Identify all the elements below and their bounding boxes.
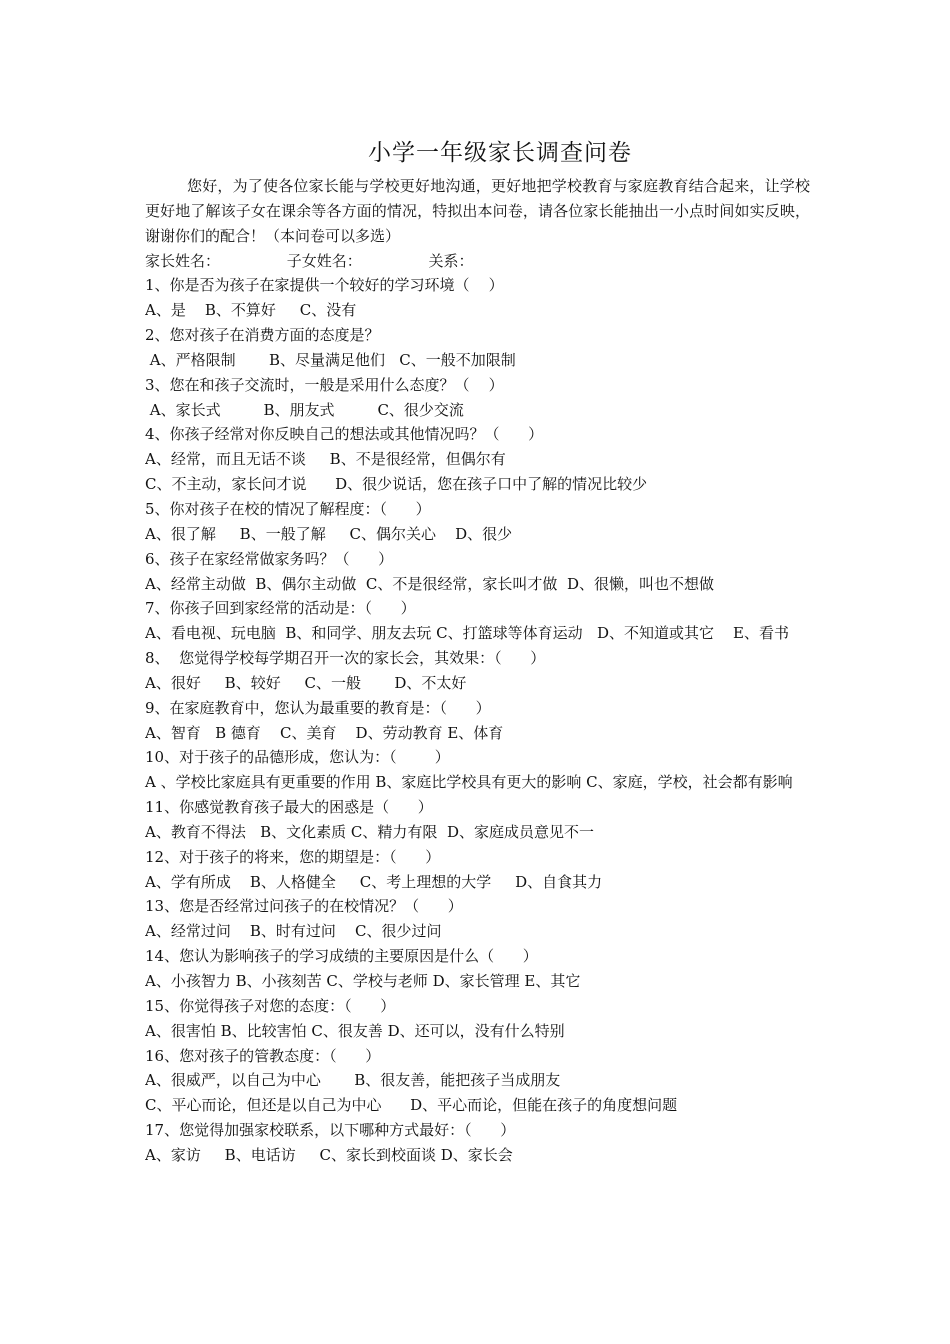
- option-line: A、很威严，以自己为中心 B、很友善，能把孩子当成朋友: [145, 1071, 561, 1090]
- questionnaire-body: [145, 174, 810, 1168]
- option-line: A、是 B、不算好 C、没有: [145, 301, 357, 320]
- option-line: C、不主动，家长问才说 D、很少说话，您在孩子口中了解的情况比较少: [145, 475, 648, 494]
- option-line: A、看电视、玩电脑 B、和同学、朋友去玩 C、打篮球等体育运动 D、不知道或其它 E、看书: [145, 624, 789, 643]
- option-line: A、很好 B、较好 C、一般 D、不太好: [145, 673, 467, 692]
- question-line: 12、对于孩子的将来，您的期望是：（ ）: [145, 847, 441, 866]
- option-line: A、经常，而且无话不谈 B、不是很经常，但偶尔有: [145, 450, 506, 469]
- question-line: 6、孩子在家经常做家务吗？（ ）: [145, 549, 394, 568]
- question-line: 3、您在和孩子交流时，一般是采用什么态度？（ ）: [145, 375, 504, 394]
- option-line: A、经常主动做 B、偶尔主动做 C、不是很经常，家长叫才做 D、很懒，叫也不想做: [145, 574, 714, 593]
- info-line: 家长姓名： 子女姓名： 关系：: [145, 251, 474, 270]
- option-line: A、很了解 B、一般了解 C、偶尔关心 D、很少: [145, 524, 513, 543]
- question-line: 10、对于孩子的品德形成，您认为：（ ）: [145, 748, 450, 767]
- option-line: A、经常过问 B、时有过问 C、很少过问: [145, 922, 442, 941]
- option-line: A、很害怕 B、比较害怕 C、很友善 D、还可以，没有什么特别: [145, 1021, 565, 1040]
- option-line: C、平心而论，但还是以自己为中心 D、平心而论，但能在孩子的角度想问题: [145, 1096, 678, 1115]
- question-line: 17、您觉得加强家校联系，以下哪种方式最好：（ ）: [145, 1121, 516, 1140]
- question-line: 9、在家庭教育中，您认为最重要的教育是：（ ）: [145, 698, 491, 717]
- option-line: A、家长式 B、朋友式 C、很少交流: [145, 400, 464, 419]
- question-line: 8、 您觉得学校每学期召开一次的家长会，其效果：（ ）: [145, 649, 546, 668]
- question-line: 16、您对孩子的管教态度：（ ）: [145, 1046, 381, 1065]
- page-title: 小学一年级家长调查问卷: [368, 140, 632, 166]
- question-line: 5、你对孩子在校的情况了解程度：（ ）: [145, 499, 431, 518]
- question-line: 15、你觉得孩子对您的态度：（ ）: [145, 996, 396, 1015]
- question-line: 14、您认为影响孩子的学习成绩的主要原因是什么（ ）: [145, 947, 538, 966]
- option-line: A、学有所成 B、人格健全 C、考上理想的大学 D、自食其力: [145, 872, 603, 891]
- question-line: 11、你感觉教育孩子最大的困惑是（ ）: [145, 798, 433, 817]
- question-line: 2、您对孩子在消费方面的态度是？: [145, 326, 380, 345]
- option-line: A、家访 B、电话访 C、家长到校面谈 D、家长会: [145, 1145, 513, 1164]
- option-line: A、教育不得法 B、文化素质 C、精力有限 D、家庭成员意见不一: [145, 822, 594, 841]
- question-line: 1、你是否为孩子在家提供一个较好的学习环境（ ）: [145, 276, 504, 295]
- question-line: 13、您是否经常过问孩子的在校情况？（ ）: [145, 897, 463, 916]
- option-line: A、智育 B 德育 C、美育 D、劳动教育 E、体育: [145, 723, 504, 742]
- intro-paragraph: 您好，为了使各位家长能与学校更好地沟通，更好地把学校教育与家庭教育结合起来，让学校更好地了解该子女在课余等各方面的情况，特拟出本问卷，请各位家长能抽出一小点时间如实反映，谢谢你们的配合！（本问卷可以多选）: [145, 177, 810, 245]
- option-line: A、小孩智力 B、小孩刻苦 C、学校与老师 D、家长管理 E、其它: [145, 972, 581, 990]
- option-line: A、严格限制 B、尽量满足他们 C、一般不加限制: [145, 350, 516, 369]
- question-line: 7、你孩子回到家经常的活动是：（ ）: [145, 599, 416, 618]
- question-line: 4、你孩子经常对你反映自己的想法或其他情况吗？（ ）: [145, 425, 544, 444]
- option-line-wrapped: A 、学校比家庭具有更重要的作用 B、家庭比学校具有更大的影响 C、家庭，学校，社会都有影响: [145, 773, 793, 792]
